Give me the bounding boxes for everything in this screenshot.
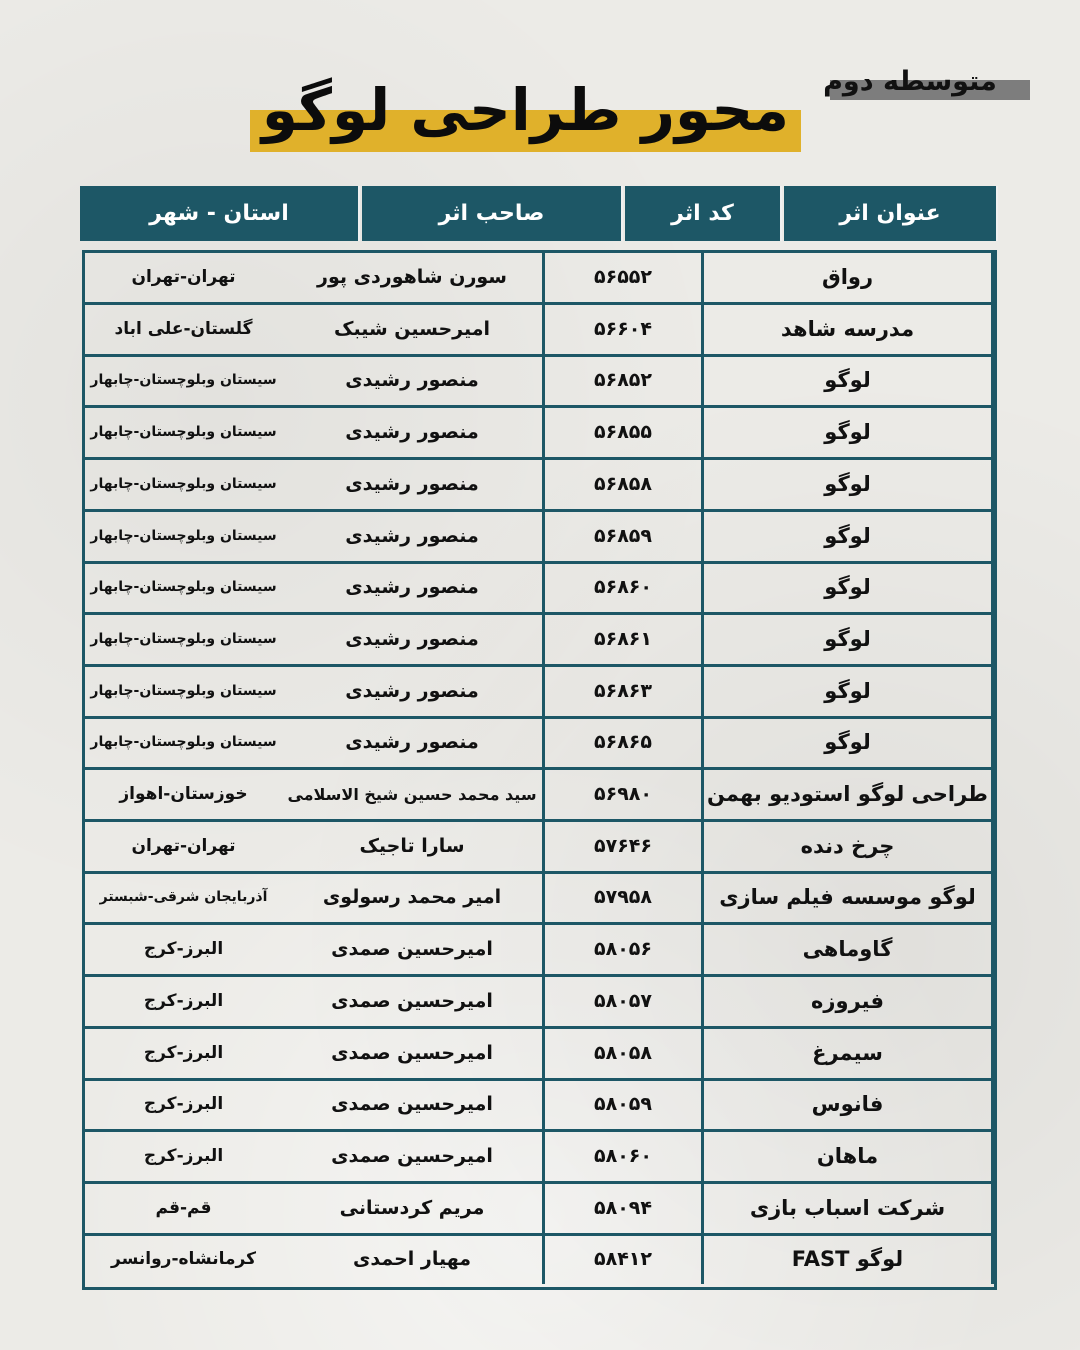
cell-code: ۵۸۰۹۴ <box>545 1184 704 1233</box>
cell-location: آذربایجان شرقی-شبستر <box>99 889 268 906</box>
cell-title: مدرسه شاهد <box>704 305 994 354</box>
table-row <box>85 1184 994 1236</box>
cell-owner: مریم کردستانی <box>282 1184 545 1233</box>
cell-title: لوگو <box>704 563 994 612</box>
cell-title: لوگو <box>704 667 994 716</box>
table-row <box>85 1132 994 1184</box>
cell-location: سیستان وبلوچستان-چابهار <box>90 734 277 751</box>
cell-title: طراحی لوگو استودیو بهمن <box>704 770 994 819</box>
cell-location: سیستان وبلوچستان-چابهار <box>90 424 277 441</box>
table-row <box>85 512 994 564</box>
table-row <box>85 770 994 822</box>
header-code: کد اثر <box>625 186 782 241</box>
cell-title: لوگو موسسه فیلم سازی <box>704 873 994 922</box>
grade-label: متوسطه دوم <box>823 66 997 97</box>
cell-location: تهران-تهران <box>131 267 236 287</box>
cell-code: ۵۶۸۵۲ <box>545 356 704 405</box>
cell-location: قم-قم <box>155 1197 212 1218</box>
cell-code: ۵۶۸۶۵ <box>545 718 704 767</box>
cell-owner: مهیار احمدی <box>282 1235 545 1284</box>
cell-owner: منصور رشیدی <box>282 408 545 457</box>
cell-code: ۵۸۰۵۷ <box>545 977 704 1026</box>
cell-code: ۵۶۸۵۹ <box>545 512 704 561</box>
table-row <box>85 822 994 874</box>
cell-owner: منصور رشیدی <box>282 615 545 664</box>
cell-code: ۵۸۰۵۹ <box>545 1080 704 1129</box>
table-header <box>80 186 998 241</box>
cell-location: سیستان وبلوچستان-چابهار <box>90 630 277 647</box>
cell-location: تهران-تهران <box>131 835 236 856</box>
cell-title: گاوماهی <box>704 925 994 974</box>
table-row <box>85 1235 994 1287</box>
cell-code: ۵۷۶۴۶ <box>545 822 704 871</box>
table-row <box>85 667 994 719</box>
cell-owner: منصور رشیدی <box>282 512 545 561</box>
cell-title: فیروزه <box>704 977 994 1026</box>
cell-code: ۵۶۸۶۳ <box>545 667 704 716</box>
cell-owner: امیرحسین صمدی <box>282 977 545 1026</box>
cell-code: ۵۸۰۵۸ <box>545 1029 704 1078</box>
cell-code: ۵۶۸۵۸ <box>545 460 704 509</box>
cell-title: لوگو <box>704 356 994 405</box>
table-row <box>85 718 994 770</box>
cell-code: ۵۶۹۸۰ <box>545 770 704 819</box>
header-location: استان - شهر <box>80 186 360 241</box>
cell-location: سیستان وبلوچستان-چابهار <box>90 527 277 544</box>
header-owner: صاحب اثر <box>362 186 623 241</box>
cell-code: ۵۸۰۵۶ <box>545 925 704 974</box>
cell-code: ۵۸۰۶۰ <box>545 1132 704 1181</box>
cell-title: لوگو FAST <box>704 1235 994 1284</box>
cell-owner: منصور رشیدی <box>282 563 545 612</box>
cell-location: گلستان-علی اباد <box>114 318 253 339</box>
table-row <box>85 1080 994 1132</box>
cell-location: سیستان وبلوچستان-چابهار <box>90 682 277 699</box>
cell-location: سیستان وبلوچستان-چابهار <box>90 579 277 596</box>
cell-location: البرز-کرج <box>143 990 224 1011</box>
table-row <box>85 977 994 1029</box>
cell-location: البرز-کرج <box>143 939 224 960</box>
cell-owner: منصور رشیدی <box>282 356 545 405</box>
cell-code: ۵۷۹۵۸ <box>545 873 704 922</box>
header-title: عنوان اثر <box>784 186 998 241</box>
results-table <box>82 250 997 1290</box>
cell-owner: منصور رشیدی <box>282 718 545 767</box>
cell-location: البرز-کرج <box>143 1042 224 1063</box>
cell-code: ۵۶۸۶۱ <box>545 615 704 664</box>
table-row <box>85 253 994 305</box>
table-row <box>85 1029 994 1081</box>
cell-location: البرز-کرج <box>143 1145 224 1166</box>
cell-title: فانوس <box>704 1080 994 1129</box>
cell-location: سیستان وبلوچستان-چابهار <box>90 372 277 389</box>
cell-location: البرز-کرج <box>143 1094 224 1115</box>
cell-title: سیمرغ <box>704 1029 994 1078</box>
cell-owner: امیرحسین صمدی <box>282 1132 545 1181</box>
table-row <box>85 925 994 977</box>
cell-owner: منصور رشیدی <box>282 667 545 716</box>
cell-owner: منصور رشیدی <box>282 460 545 509</box>
cell-owner: سید محمد حسین شیخ الاسلامی <box>282 770 545 819</box>
cell-location: کرمانشاه-روانسر <box>111 1249 256 1270</box>
cell-code: ۵۶۸۶۰ <box>545 563 704 612</box>
table-row <box>85 873 994 925</box>
cell-title: رواق <box>704 253 994 302</box>
cell-title: لوگو <box>704 460 994 509</box>
cell-location: خوزستان-اهواز <box>119 784 248 804</box>
cell-code: ۵۶۸۵۵ <box>545 408 704 457</box>
cell-location: سیستان وبلوچستان-چابهار <box>90 475 277 492</box>
cell-title: شرکت اسباب بازی <box>704 1184 994 1233</box>
cell-title: لوگو <box>704 512 994 561</box>
cell-owner: امیرحسین صمدی <box>282 925 545 974</box>
cell-code: ۵۸۴۱۲ <box>545 1235 704 1284</box>
cell-owner: امیرحسین شیبک <box>282 305 545 354</box>
cell-code: ۵۶۵۵۲ <box>545 253 704 302</box>
cell-title: لوگو <box>704 615 994 664</box>
table-row <box>85 615 994 667</box>
cell-title: ماهان <box>704 1132 994 1181</box>
cell-title: لوگو <box>704 718 994 767</box>
table-row <box>85 408 994 460</box>
table-row <box>85 460 994 512</box>
page-title: محور طراحی لوگو <box>261 76 790 144</box>
cell-owner: سورن شاهوردی پور <box>282 253 545 302</box>
table-row <box>85 356 994 408</box>
cell-code: ۵۶۶۰۴ <box>545 305 704 354</box>
cell-owner: امیرحسین صمدی <box>282 1029 545 1078</box>
table-row <box>85 305 994 357</box>
cell-owner: امیرحسین صمدی <box>282 1080 545 1129</box>
cell-owner: سارا تاجیک <box>282 822 545 871</box>
table-row <box>85 563 994 615</box>
cell-owner: امیر محمد رسولوی <box>282 873 545 922</box>
cell-title: لوگو <box>704 408 994 457</box>
cell-title: چرخ دنده <box>704 822 994 871</box>
